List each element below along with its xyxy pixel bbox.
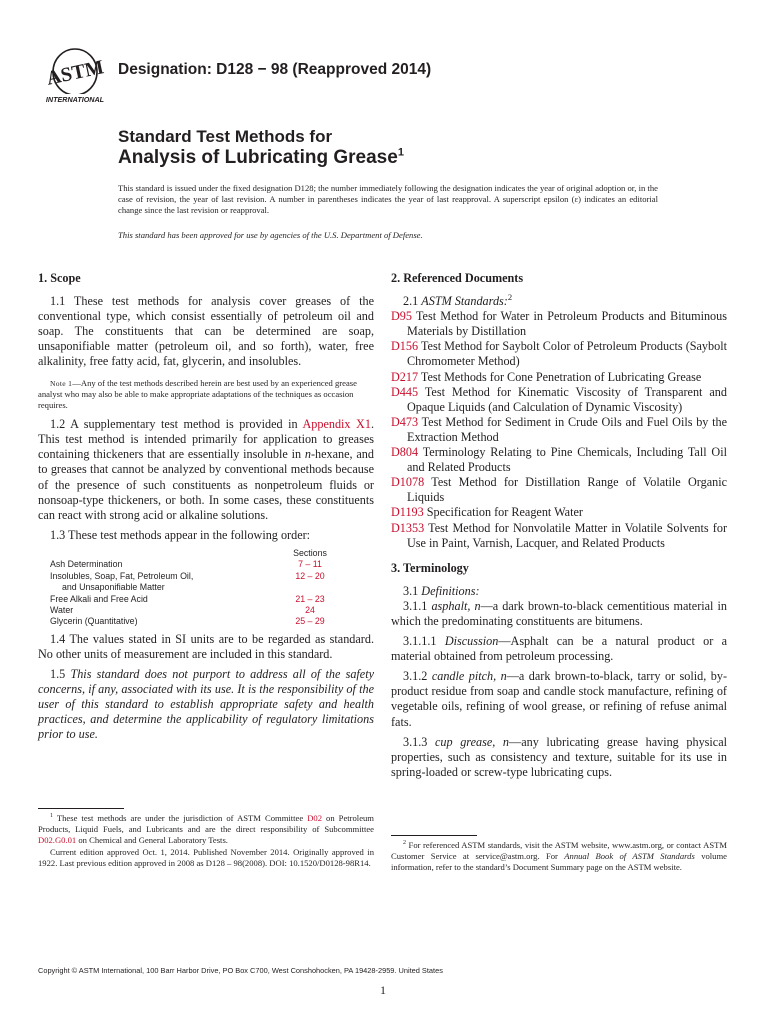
page-number: 1 xyxy=(380,983,386,997)
reference-item: D156 Test Method for Saybolt Color of Petroleum Products (Saybolt Chromometer Method) xyxy=(391,339,727,369)
reference-link[interactable]: D1193 xyxy=(391,505,424,520)
definitions-sub: 3.1 Definitions: xyxy=(403,583,480,598)
reference-item: D1353 Test Method for Nonvolatile Matter in Volatile Solvents for Use in Paint, Varnish, Lacquer, and Related Products xyxy=(391,520,727,550)
reference-link[interactable]: D156 xyxy=(391,339,419,354)
reference-link[interactable]: D217 xyxy=(391,369,419,384)
section-row: Ash Determination 7 – 11 xyxy=(38,559,374,570)
reference-link[interactable]: D445 xyxy=(391,384,419,399)
title-line2: Analysis of Lubricating Grease$^1$ xyxy=(118,146,404,168)
astm-logo xyxy=(42,46,108,106)
reference-link[interactable]: D1078 xyxy=(391,475,425,490)
issuance-statement: This standard is issued under the fixed designation D128; the number immediately following the designation indicates the year of original adoption or, in the case of revision, the year of last revision. A number in parentheses indicates the year of last reapproval. A superscript epsilon (ε) indicates an editorial change since the last revision or reapproval. xyxy=(118,183,658,216)
reference-list xyxy=(391,309,727,551)
scope-1-3: 1.3 These test methods appear in the following order: xyxy=(50,527,311,542)
reference-link[interactable]: D473 xyxy=(391,414,419,429)
section-row: Free Alkali and Free Acid 21 – 23 xyxy=(38,594,374,605)
section-link[interactable]: 7 – 11 xyxy=(298,559,322,570)
scope-1-5: 1.5 This standard does not purport to address all of the safety concerns, if any, associated with its use. It is the responsibility of the user of this standard to establish appropriate safety and health practices, and determine the applicability of regulatory limitations prior to use. xyxy=(38,666,374,742)
astm-logo-icon xyxy=(42,46,108,106)
svg-text:INTERNATIONAL: INTERNATIONAL xyxy=(45,95,105,104)
left-column xyxy=(38,271,374,747)
dod-approval: This standard has been approved for use by agencies of the U.S. Department of Defense. xyxy=(118,230,423,240)
reference-item: D217 Test Methods for Cone Penetration of Lubricating Grease xyxy=(391,369,702,384)
sections-header: Sections xyxy=(293,547,327,558)
footnote-rule-right xyxy=(391,835,477,836)
section-link[interactable]: 12 – 20 xyxy=(295,570,325,581)
section-row: and Unsaponifiable Matter xyxy=(62,582,165,593)
section-link[interactable]: 25 – 29 xyxy=(295,616,325,627)
terminology-heading: 3. Terminology xyxy=(391,560,469,575)
term-asphalt: 3.1.1 asphalt, n—a dark brown-to-black cementitious material in which the predominating constituents are bitumens. xyxy=(391,598,727,628)
footnote-rule-left xyxy=(38,808,124,809)
section-row: Glycerin (Quantitative) 25 – 29 xyxy=(38,616,374,627)
footnote-1: $^1$ These test methods are under the jurisdiction of ASTM Committee D02 on Petroleum Products, Liquid Fuels, and Lubricants and are the direct responsibility of Subcommittee D02.G0.01 on Chemical and General Laboratory Tests. Current edition approved Oct. 1, 2014. Published November 2014. Originally approved in 1922. Last previous edition approved in 2008 as D128 – 98(2008). DOI: 10.1520/D0128-98R14. xyxy=(38,813,374,868)
copyright: Copyright © ASTM International, 100 Barr Harbor Drive, PO Box C700, West Conshohocken, PA 19428-2959. United States xyxy=(38,966,443,975)
scope-1-4: 1.4 The values stated in SI units are to be regarded as standard. No other units of measurement are included in this standard. xyxy=(38,631,374,661)
sections-table xyxy=(38,548,374,628)
section-row: Insolubles, Soap, Fat, Petroleum Oil, 12 – 20 xyxy=(38,571,374,582)
section-row: Water 24 xyxy=(38,605,374,616)
footnote-2: $^2$ For referenced ASTM standards, visit the ASTM website, www.astm.org, or contact ASTM Customer Service at service@astm.org. For Annual Book of ASTM Standards volume information, refer to the standard’s Document Summary page on the ASTM website. xyxy=(391,840,727,873)
svg-text:ASTM: ASTM xyxy=(44,56,106,90)
reference-item: D473 Test Method for Sediment in Crude Oils and Fuel Oils by the Extraction Method xyxy=(391,414,727,444)
title-footnote-mark: 1 xyxy=(397,146,404,159)
title-line1: Standard Test Methods for xyxy=(118,127,333,146)
designation: Designation: D128 − 98 (Reapproved 2014) xyxy=(118,61,432,78)
term-asphalt-discussion: 3.1.1.1 Discussion—Asphalt can be a natural product or a material obtained from petroleum processing. xyxy=(391,634,728,664)
reference-link[interactable]: D95 xyxy=(391,309,412,324)
section-link[interactable]: 21 – 23 xyxy=(295,593,325,604)
reference-item: D1078 Test Method for Distillation Range of Volatile Organic Liquids xyxy=(391,475,727,505)
appendix-x1-link[interactable]: Appendix X1 xyxy=(302,417,371,432)
right-column xyxy=(391,271,727,785)
scope-1-1: 1.1 These test methods for analysis cover greases of the conventional type, which consist essentially of petroleum oil and soap. The constituents that can be determined are soap, unsaponifiable matter (petroleum oil, and so forth), water, free alkalinity, free fatty acid, fat, glycerin, and insolubles. xyxy=(38,294,374,369)
note-1: Note 1—Any of the test methods described herein are best used by an experienced grease analyst who may also be able to make appropriate adaptations of the techniques as occasion requires. xyxy=(38,377,357,410)
reference-link[interactable]: D804 xyxy=(391,445,419,460)
astm-standards-sub: 2.1 ASTM Standards:$^2$ xyxy=(403,292,513,309)
committee-d02-link[interactable]: D02 xyxy=(307,813,323,823)
scope-1-2: 1.2 A supplementary test method is provided in Appendix X1. This test method is intended primarily for application to greases containing thickeners that are essentially insoluble in n-hexane, and to greases that cannot be analyzed by conventional methods because of the presence of such constituents as nonpetroleum fluids or nonsoap-type thickeners, or both. In some cases, these constituents can react with strong acid or alkaline solutions. xyxy=(38,417,374,522)
reference-item: D95 Test Method for Water in Petroleum Products and Bituminous Materials by Distillation xyxy=(391,309,727,339)
reference-link[interactable]: D1353 xyxy=(391,520,425,535)
reference-item: D804 Terminology Relating to Pine Chemicals, Including Tall Oil and Related Products xyxy=(391,445,727,475)
subcommittee-link[interactable]: D02.G0.01 xyxy=(38,835,77,846)
reference-item: D445 Test Method for Kinematic Viscosity of Transparent and Opaque Liquids (and Calculation of Dynamic Viscosity) xyxy=(391,384,727,414)
reference-item: D1193 Specification for Reagent Water xyxy=(391,505,583,520)
referenced-heading: 2. Referenced Documents xyxy=(391,271,524,285)
term-cup-grease: 3.1.3 cup grease, n—any lubricating grease having physical properties, such as consistency and texture, suitable for its use in spring-loaded or screw-type lubricating cups. xyxy=(391,734,728,779)
term-candle-pitch: 3.1.2 candle pitch, n—a dark brown-to-black, tarry or solid, by-product residue from soap and candle stock manufacture, refining of vegetable oils, refining of wool grease, or refining of refuse animal fats. xyxy=(391,669,728,729)
scope-heading: 1. Scope xyxy=(38,271,81,285)
section-link[interactable]: 24 xyxy=(305,604,315,615)
